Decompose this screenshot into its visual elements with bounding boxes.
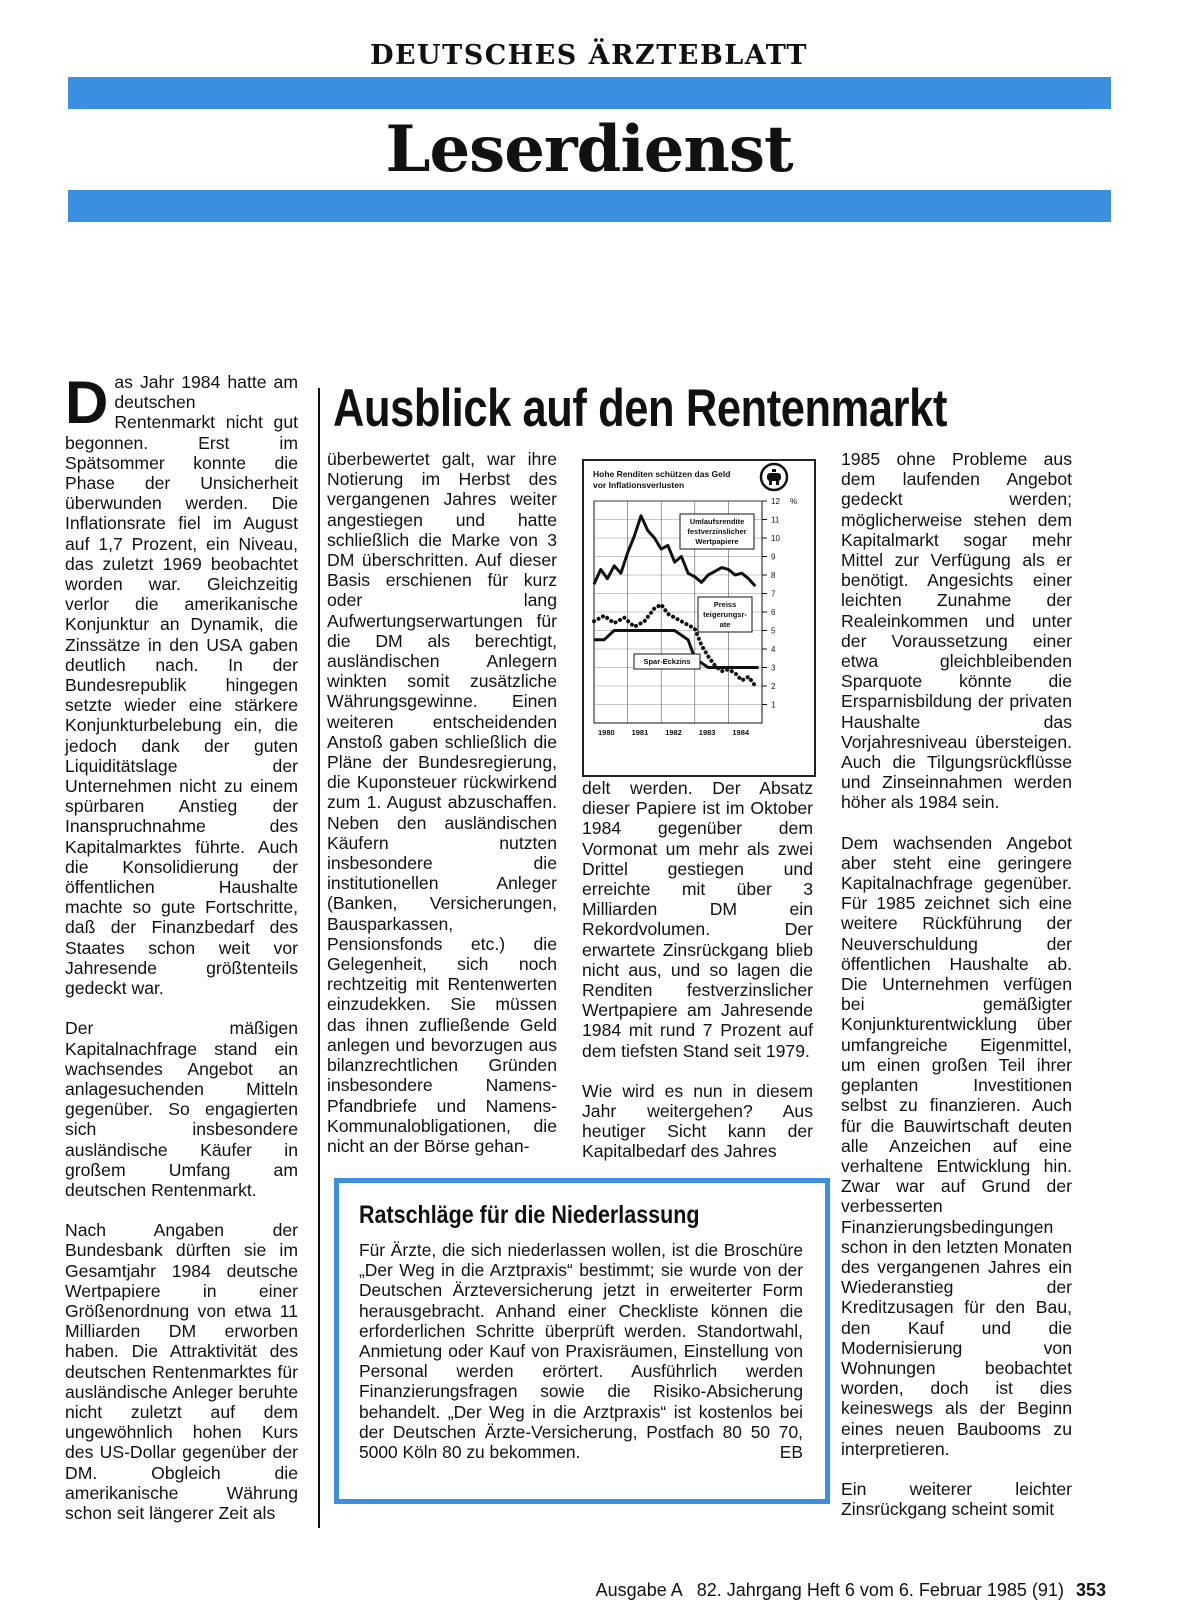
y-tick-label: 3 xyxy=(771,663,776,673)
y-tick-label: 12 xyxy=(771,497,780,506)
paragraph: 1985 ohne Probleme aus dem laufenden Angebot gedeckt werden; möglicherweise stehen dem Kapitalmarkt sogar mehr Mittel zur Verfügung als er benötigt. Angesichts einer leichten Zunahme der Realeinkommen und unter der Voraussetzung einer etwa gleichbleibenden Sparquote könnte die Ersparnisbildung der privaten Haushalte das Vorjahresniveau übersteigen. Auch die Tilgungsrückflüsse und Zinseinnahmen werden höher als 1984 sein. xyxy=(841,449,1072,813)
y-tick-label: 11 xyxy=(771,515,780,525)
x-tick-label: 1981 xyxy=(631,728,649,737)
page-footer xyxy=(596,1580,1106,1601)
info-box-body: Für Ärzte, die sich niederlassen wollen, ist die Broschüre „Der Weg in die Arztpraxis“ bestimmt; sie wurde von der Deutschen Ärzteversicherung jetzt in erweiterter Form herausgebracht. Anhand einer Checkliste können die erforderlichen Schritte überprüft werden. Standortwahl, Anmietung oder Kauf von Praxisräumen, Einstellung von Personal werden erörtert. Ausführlich werden Finanzierungsfragen sowie die Risiko-Absicherung behandelt. „Der Weg in die Arztpraxis“ ist kostenlos bei der Deutschen Ärzte-Versicherung, Postfach 80 50 70, 5000 Köln 80 zu bekommen. xyxy=(359,1240,803,1463)
paragraph: Dem wachsenden Angebot aber steht eine geringere Kapitalnachfrage gegenüber. Für 1985 zeichnet sich eine weitere Rückführung der Neuverschuldung der öffentlichen Haushalte ab. Die Unternehmen verfügen bei gemäßigter Konjunkturentwicklung über umfangreiche Eigenmittel, um einen großen Teil ihrer geplanten Investitionen selbst zu finanzieren. Auch für die Bauwirtschaft deuten alle Anzeichen auf eine verhaltene Entwicklung hin. Zwar war auf Grund der verbesserten Finanzierungsbedingungen schon in den letzten Monaten des vergangenen Jahres ein Wiederanstieg der Kreditzusagen für den Bau, den Kauf und die Modernisierung von Wohnungen beobachtet worden, doch ist dies keineswegs als der Beginn eines neuen Baubooms zu interpretieren. xyxy=(841,832,1072,1459)
y-tick-label: 8 xyxy=(771,571,776,580)
y-tick-label: 9 xyxy=(771,552,776,562)
y-tick-label: 6 xyxy=(771,608,776,617)
page-number: 353 xyxy=(1075,1580,1106,1600)
masthead: DEUTSCHES ÄRZTEBLATT xyxy=(370,40,808,71)
series-label-rendite: Wertpapiere xyxy=(695,537,739,546)
x-tick-label: 1980 xyxy=(598,728,615,737)
paragraph xyxy=(65,369,298,999)
series-label-rendite: festverzinslicher xyxy=(687,527,747,536)
info-box-niederlassung xyxy=(334,1178,830,1504)
paragraph: überbewertet galt, war ihre Notierung im Herbst des vergangenen Jahres weiter angestiegen und hatte schließlich die Marke von 3 DM überschritten. Auf dieser Basis erschienen für kurz oder lang Aufwertungserwartungen für die DM als berechtigt, ausländischen Anlegern winkten somit zusätzliche Währungsgewinne. Einen weiteren entscheidenden Anstoß gaben schließlich die Pläne der Bundesregierung, die Kuponsteuer rückwirkend zum 1. August abzuschaffen. Neben den ausländischen Käufern nutzten insbesondere die institutionellen Anleger (Banken, Versicherungen, Bausparkassen, Pensionsfonds etc.) die Gelegenheit, sich noch rechtzeitig mit Rentenwerten einzudekken. Sie müssen das ihnen zufließende Geld anlegen und bevorzugen aus bilanzrechtlichen Gründen insbesondere Namens-Pfandbriefe und Namens-Kommunalobligationen, die nicht an der Börse gehan- xyxy=(327,449,557,1156)
y-tick-label: 7 xyxy=(771,589,776,599)
x-tick-label: 1982 xyxy=(665,728,682,737)
paragraph: Wie wird es nun in diesem Jahr weitergehen? Aus heutiger Sicht kann der Kapitalbedarf des Jahres xyxy=(582,1080,813,1162)
series-label-spar: Spar-Eckzins xyxy=(643,657,691,666)
drop-cap: D xyxy=(65,369,109,436)
y-tick-label: 2 xyxy=(771,682,776,691)
paragraph: delt werden. Der Absatz dieser Papiere ist im Oktober 1984 gegenüber dem Vormonat um mehr als zwei Drittel gestiegen und erreichte mit über 3 Milliarden DM ein Rekordvolumen. Der erwartete Zinsrückgang blieb nicht aus, und so lagen die Renditen festverzinslicher Wertpapiere am Jahresende 1984 mit rund 7 Prozent auf dem tiefsten Stand seit 1979. xyxy=(582,778,813,1061)
column-rule xyxy=(318,388,320,1528)
issue-info: Ausgabe A 82. Jahrgang Heft 6 vom 6. Februar 1985 (91) xyxy=(595,1580,1064,1600)
y-unit-label: % xyxy=(790,497,798,506)
info-box-text xyxy=(359,1240,803,1462)
top-blue-bar xyxy=(68,77,1111,109)
series-label-inflation: Preiss xyxy=(713,600,737,609)
paragraph: Ein weiterer leichter Zinsrückgang scheint somit xyxy=(841,1478,1072,1520)
article-column-4 xyxy=(841,449,1072,1539)
article-column-2 xyxy=(327,449,557,1176)
paragraph: Der mäßigen Kapitalnachfrage stand ein wachsendes Angebot an anlagesuchenden Mitteln gegenüber. So engagierten sich insbesondere ausländische Käufer in großem Umfang am deutschen Rentenmarkt. xyxy=(65,1018,298,1200)
chart-rendite-inflation xyxy=(582,459,816,777)
info-box-signature: EB xyxy=(779,1442,803,1463)
x-tick-label: 1983 xyxy=(698,728,716,737)
piggy-bank-icon xyxy=(761,464,787,490)
chart-svg xyxy=(584,461,814,775)
y-tick-label: 10 xyxy=(771,534,780,543)
paragraph-text: as Jahr 1984 hatte am deutschen Rentenmarkt nicht gut begonnen. Erst im Spätsommer konnte die Phase der Unsicherheit überwunden werden. Die Inflationsrate fiel im August auf 1,7 Prozent, ein Niveau, das zuletzt 1969 beobachtet worden war. Gleichzeitig verlor die amerikanische Konjunktur an Dynamik, die Zinssätze in den USA gaben deutlich nach. In der Bundesrepublik hingegen setzte wieder eine stärkere Konjunkturbelebung ein, die jedoch dank der guten Liquiditätslage der Unternehmen nicht zu einem spürbaren Anstieg der Inanspruchnahme des Kapitalmarktes führte. Auch die Konsolidierung der öffentlichen Haushalte machte so gute Fortschritte, daß der Finanzbedarf des Staates schon weit vor Jahresende größtenteils gedeckt war. xyxy=(65,372,298,999)
section-title: Leserdienst xyxy=(385,112,793,187)
article-column-3 xyxy=(582,778,813,1182)
y-tick-label: 1 xyxy=(771,700,776,710)
y-tick-label: 4 xyxy=(771,645,776,654)
chart-title-line-1: Hohe Renditen schützen das Geld xyxy=(593,469,731,479)
article-column-1 xyxy=(65,369,298,1543)
paragraph: Nach Angaben der Bundesbank dürften sie im Gesamtjahr 1984 deutsche Wertpapiere in einer Größenordnung von etwa 11 Milliarden DM erworben haben. Die Attraktivität des deutschen Rentenmarktes für ausländische Anleger beruhte nicht zuletzt auf dem ungewöhnlich hohen Kurs des US-Dollar gegenüber der DM. Obgleich die amerikanische Währung schon seit längerer Zeit als xyxy=(65,1220,298,1523)
series-label-inflation: teigerungsr- xyxy=(703,610,747,619)
chart-title-line-2: vor Inflationsverlusten xyxy=(593,480,685,490)
article-headline: Ausblick auf den Rentenmarkt xyxy=(333,379,948,438)
info-box-title: Ratschläge für die Niederlassung xyxy=(359,1201,700,1229)
bottom-blue-bar xyxy=(68,190,1111,222)
x-tick-label: 1984 xyxy=(732,728,750,737)
y-tick-label: 5 xyxy=(771,626,776,636)
series-label-rendite: Umlaufsrendite xyxy=(689,517,745,526)
series-label-inflation: ate xyxy=(719,620,731,629)
